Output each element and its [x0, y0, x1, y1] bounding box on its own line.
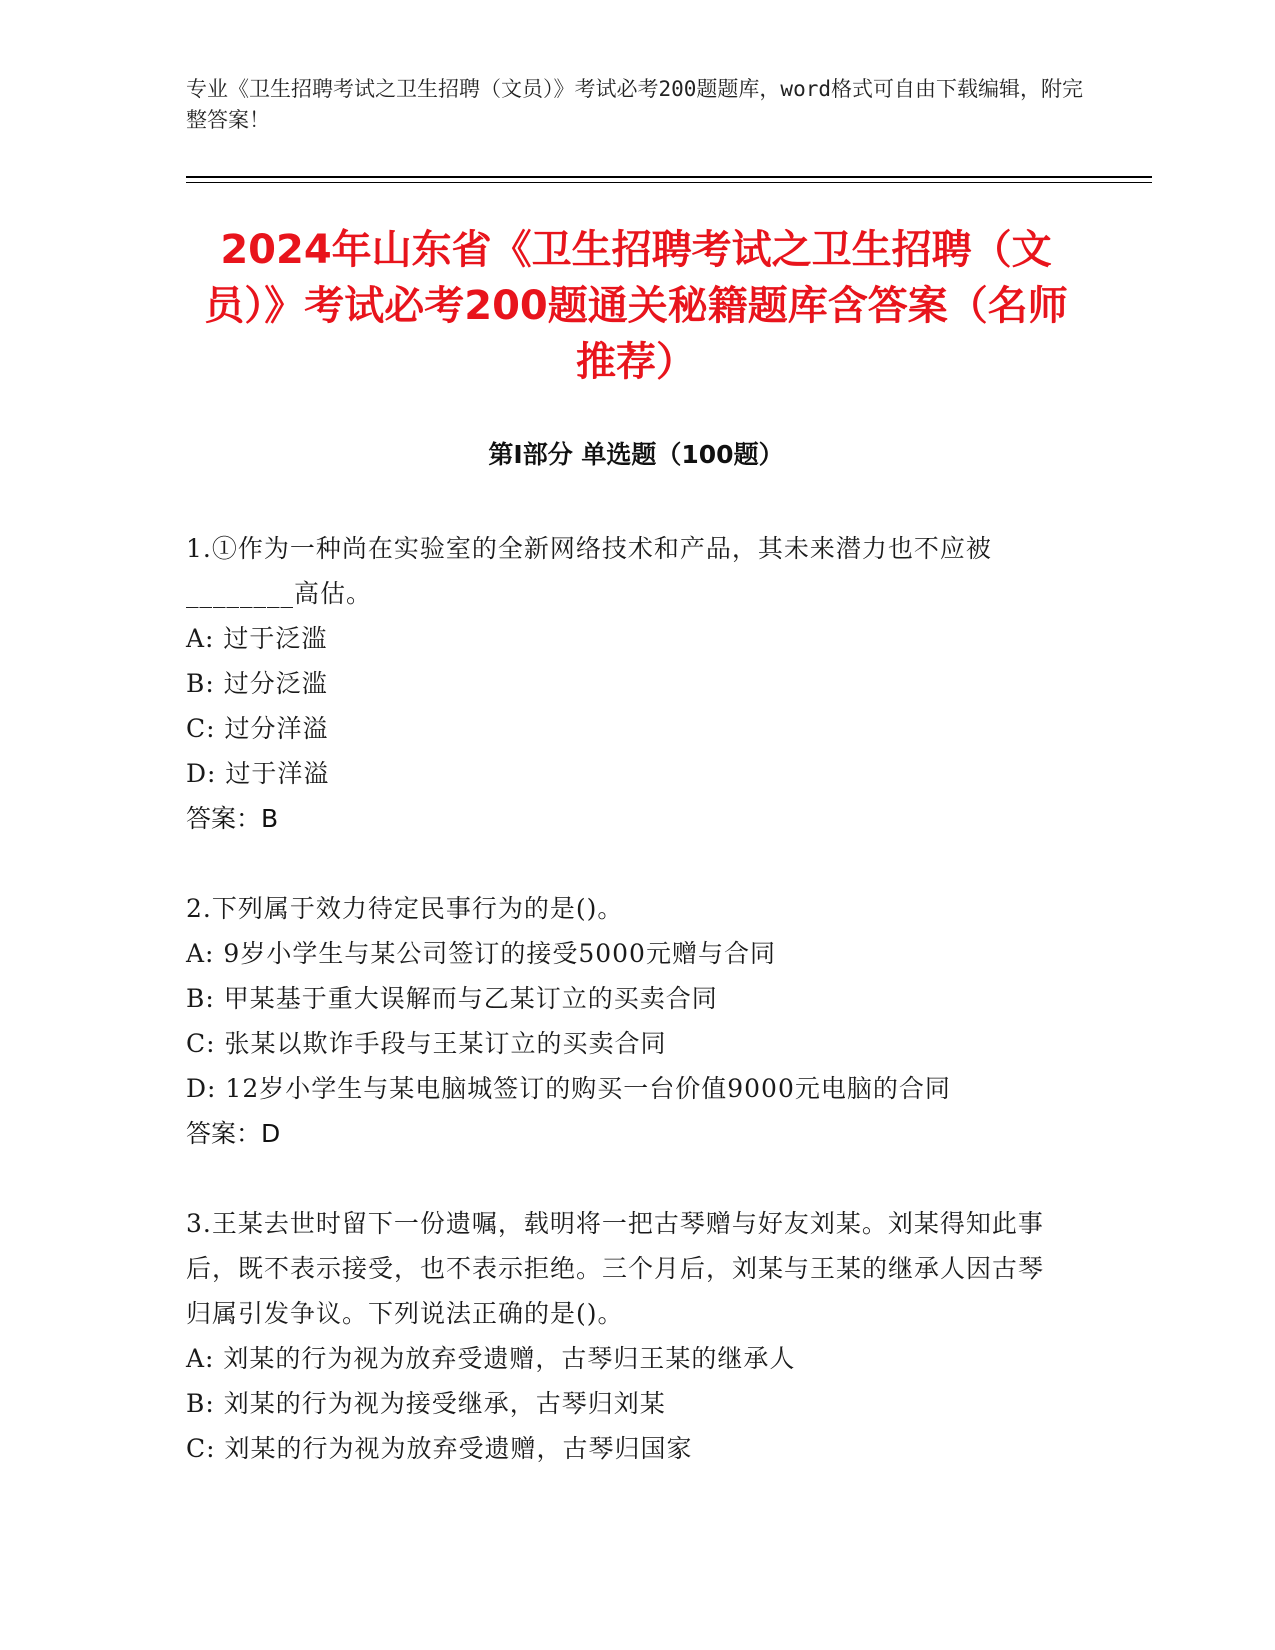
option-c: C: 张某以欺诈手段与王某订立的买卖合同	[186, 1029, 667, 1058]
option-a: A: 9岁小学生与某公司签订的接受5000元赠与合同	[186, 939, 776, 968]
option-b: B: 甲某基于重大误解而与乙某订立的买卖合同	[186, 984, 718, 1013]
option-b: B: 刘某的行为视为接受继承，古琴归刘某	[186, 1389, 666, 1418]
option-a: A: 过于泛滥	[186, 624, 328, 653]
option-c: C: 刘某的行为视为放弃受遗赠，古琴归国家	[186, 1434, 693, 1463]
question-stem: 3.王某去世时留下一份遗嘱，载明将一把古琴赠与好友刘某。刘某得知此事后，既不表示接受，也不表示拒绝。三个月后，刘某与王某的继承人因古琴归属引发争议。下列说法正确的是()。	[186, 1209, 1045, 1328]
header-note: 专业《卫生招聘考试之卫生招聘（文员）》考试必考200题题库，word格式可自由下载编辑，附完整答案！	[186, 77, 1083, 132]
option-c: C: 过分洋溢	[186, 714, 329, 743]
question-stem: 2.下列属于效力待定民事行为的是()。	[186, 894, 624, 923]
option-b: B: 过分泛滥	[186, 669, 328, 698]
question-stem: 1.①作为一种尚在实验室的全新网络技术和产品，其未来潜力也不应被________高估。	[186, 534, 992, 608]
document-title: 2024年山东省《卫生招聘考试之卫生招聘（文员）》考试必考200题通关秘籍题库含答案（名师推荐）	[204, 227, 1068, 385]
header-divider-thin	[186, 182, 1152, 183]
question-2	[186, 886, 1056, 1156]
question-1	[186, 526, 1056, 841]
option-d: D: 过于洋溢	[186, 759, 330, 788]
answer-line: 答案：D	[186, 1119, 281, 1148]
question-3	[186, 1201, 1056, 1471]
option-d: D: 12岁小学生与某电脑城签订的购买一台价值9000元电脑的合同	[186, 1074, 951, 1103]
answer-line: 答案：B	[186, 804, 279, 833]
section-heading: 第I部分 单选题（100题）	[488, 440, 784, 469]
question-list	[186, 526, 1056, 1516]
header-divider-thick	[186, 176, 1152, 178]
option-a: A: 刘某的行为视为放弃受遗赠，古琴归王某的继承人	[186, 1344, 796, 1373]
